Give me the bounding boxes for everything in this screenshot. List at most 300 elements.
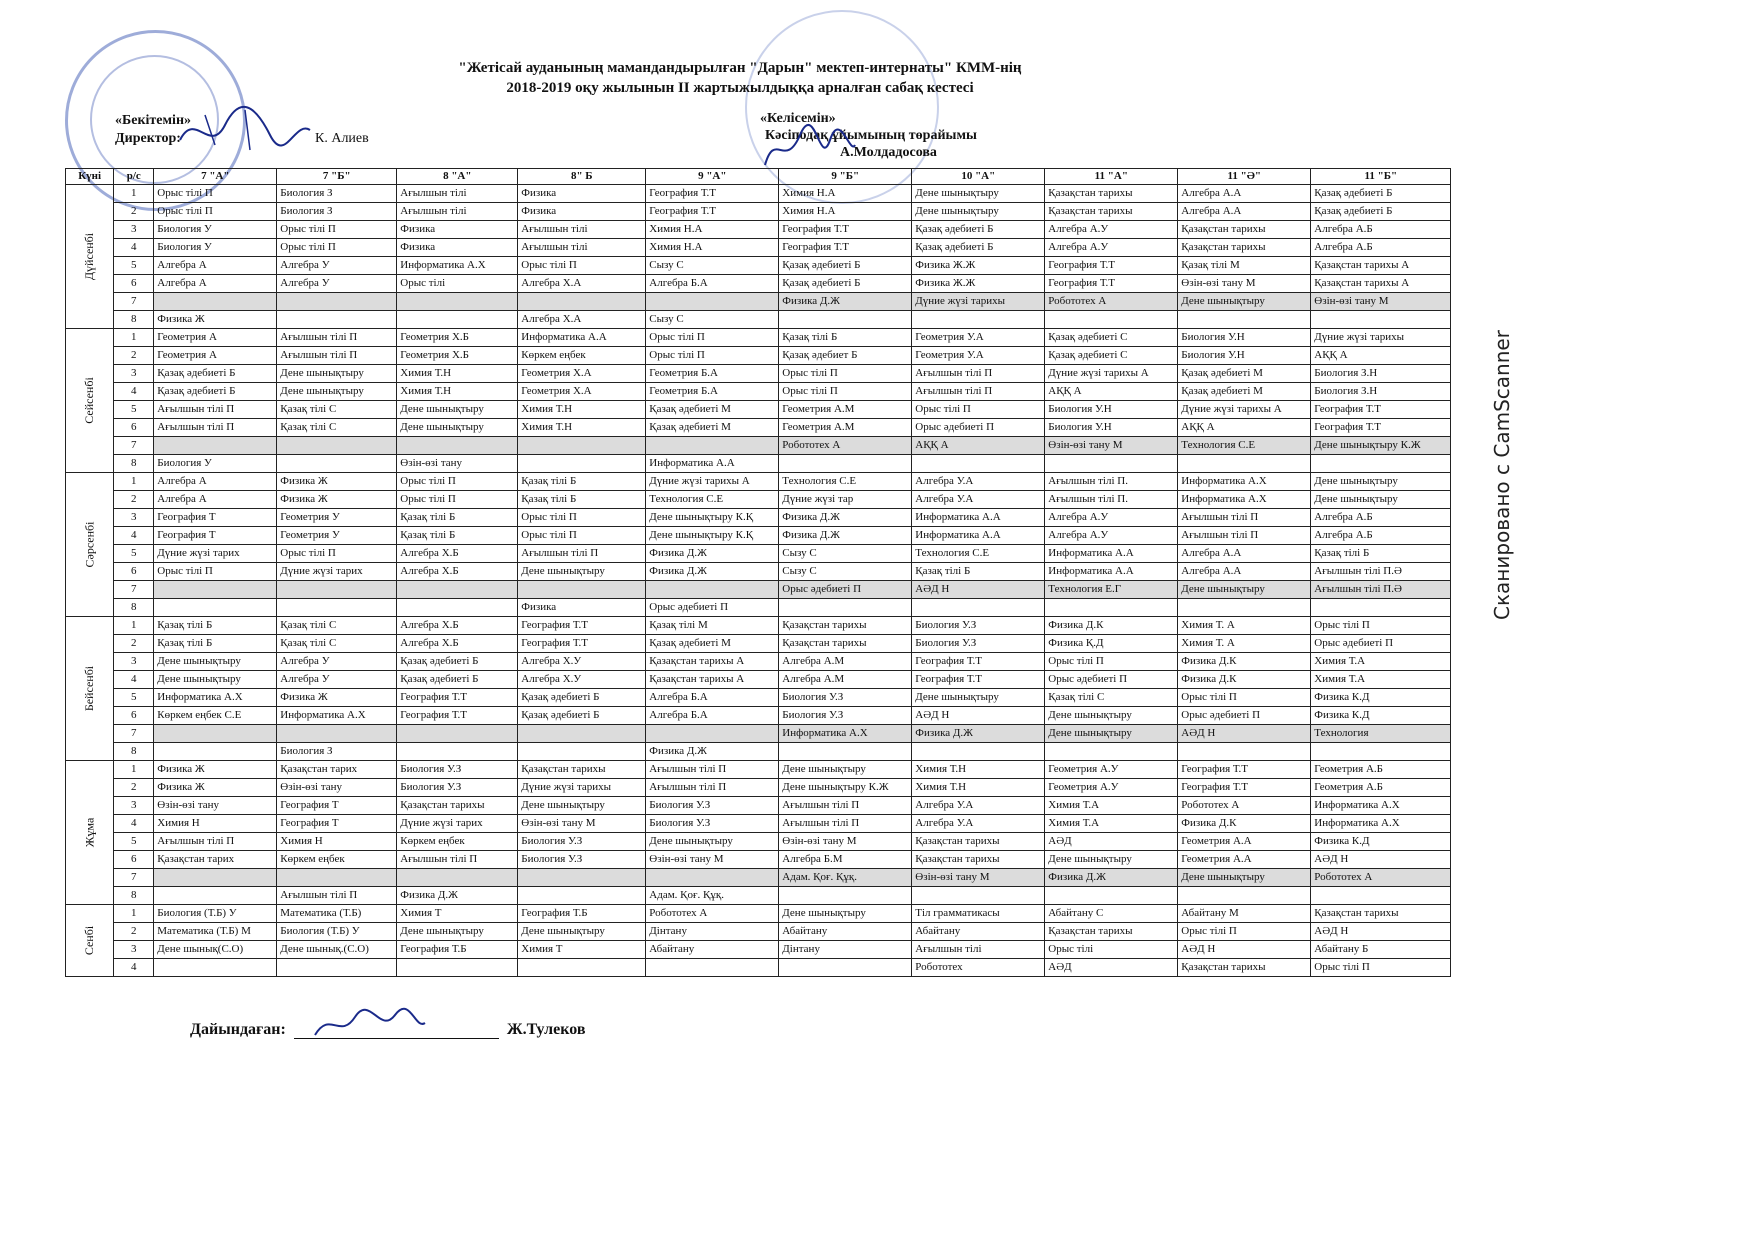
- table-row: [66, 923, 1451, 941]
- lesson-cell: Алгебра Б.А: [646, 707, 779, 725]
- lesson-cell: Орыс тілі П: [779, 365, 912, 383]
- lesson-number: 2: [114, 635, 154, 653]
- table-row: [66, 599, 1451, 617]
- lesson-cell: Геометрия У.А: [912, 329, 1045, 347]
- lesson-cell: Алгебра Х.У: [518, 653, 646, 671]
- lesson-cell: Физика Д.Ж: [779, 527, 912, 545]
- table-header: [66, 169, 1451, 185]
- lesson-cell: Қазақ тілі Б: [154, 635, 277, 653]
- lesson-cell: Орыс тілі П: [1311, 959, 1451, 977]
- lesson-cell: Биология У: [154, 221, 277, 239]
- lesson-cell: Химия Т.А: [1045, 797, 1178, 815]
- lesson-cell: Қазақ тілі С: [1045, 689, 1178, 707]
- lesson-cell: [646, 293, 779, 311]
- lesson-cell: Химия Т.Н: [518, 419, 646, 437]
- lesson-cell: Геометрия Х.Б: [397, 329, 518, 347]
- lesson-cell: Геометрия А.М: [779, 401, 912, 419]
- lesson-cell: Орыс әдебиеті П: [912, 419, 1045, 437]
- lesson-number: 6: [114, 275, 154, 293]
- lesson-cell: Алгебра Х.Б: [397, 545, 518, 563]
- lesson-cell: АӘД Н: [912, 581, 1045, 599]
- lesson-cell: Алгебра А.А: [1178, 185, 1311, 203]
- day-cell: [66, 329, 114, 473]
- lesson-cell: Көркем еңбек: [277, 851, 397, 869]
- lesson-number: 3: [114, 509, 154, 527]
- lesson-cell: Дене шынық(С.О): [154, 941, 277, 959]
- lesson-cell: Көркем еңбек: [397, 833, 518, 851]
- lesson-cell: Қазақ әдебиеті Б: [397, 671, 518, 689]
- lesson-cell: География Т.Т: [1311, 419, 1451, 437]
- lesson-cell: География Т: [277, 797, 397, 815]
- lesson-cell: Физика: [397, 221, 518, 239]
- lesson-cell: Қазақстан тарихы: [912, 851, 1045, 869]
- column-header: р/с: [114, 169, 154, 185]
- lesson-cell: АӘД Н: [1178, 725, 1311, 743]
- lesson-cell: Қазақстан тарихы А: [646, 653, 779, 671]
- lesson-cell: Қазақ әдебиеті Б: [397, 653, 518, 671]
- lesson-cell: Орыс тілі П: [1045, 653, 1178, 671]
- lesson-cell: Ағылшын тілі П: [154, 419, 277, 437]
- lesson-cell: Қазақ әдебиеті С: [1045, 347, 1178, 365]
- table-row: [66, 581, 1451, 599]
- lesson-cell: Дене шынықтыру: [1045, 851, 1178, 869]
- lesson-cell: [518, 581, 646, 599]
- lesson-cell: Ағылшын тілі: [518, 221, 646, 239]
- day-cell: [66, 617, 114, 761]
- lesson-cell: Алгебра Х.Б: [397, 617, 518, 635]
- lesson-cell: [397, 599, 518, 617]
- lesson-cell: Биология У: [154, 455, 277, 473]
- lesson-cell: [646, 437, 779, 455]
- table-row: [66, 203, 1451, 221]
- lesson-cell: Ағылшын тілі П: [277, 347, 397, 365]
- table-row: [66, 725, 1451, 743]
- lesson-cell: [912, 599, 1045, 617]
- lesson-cell: Ағылшын тілі: [518, 239, 646, 257]
- lesson-cell: Алгебра А.Б: [1311, 527, 1451, 545]
- lesson-cell: Қазақ әдебиеті Б: [779, 257, 912, 275]
- lesson-cell: Информатика А.А: [912, 527, 1045, 545]
- lesson-cell: Дене шынықтыру: [397, 401, 518, 419]
- lesson-cell: Дене шынықтыру: [277, 365, 397, 383]
- lesson-cell: Сызу С: [779, 545, 912, 563]
- table-row: [66, 779, 1451, 797]
- lesson-cell: Информатика А.Х: [277, 707, 397, 725]
- lesson-cell: Қазақстан тарихы А: [646, 671, 779, 689]
- lesson-cell: [779, 743, 912, 761]
- lesson-cell: [154, 599, 277, 617]
- lesson-cell: Қазақ әдебиеті Б: [518, 689, 646, 707]
- lesson-cell: Биология У.З: [779, 707, 912, 725]
- lesson-number: 3: [114, 797, 154, 815]
- lesson-cell: Алгебра У.А: [912, 797, 1045, 815]
- union-signature: [760, 120, 860, 175]
- lesson-cell: География Т.Т: [397, 707, 518, 725]
- lesson-cell: Қазақ әдебиеті Б: [1311, 185, 1451, 203]
- lesson-number: 4: [114, 815, 154, 833]
- lesson-cell: Технология: [1311, 725, 1451, 743]
- lesson-cell: [1045, 887, 1178, 905]
- lesson-cell: Алгебра Б.А: [646, 275, 779, 293]
- lesson-cell: Дене шынықтыру: [912, 203, 1045, 221]
- lesson-cell: [1178, 887, 1311, 905]
- lesson-cell: Биология У.Н: [1178, 347, 1311, 365]
- lesson-cell: [397, 869, 518, 887]
- lesson-cell: Орыс тілі П: [277, 239, 397, 257]
- lesson-cell: Биология У.З: [779, 689, 912, 707]
- lesson-cell: Тіл грамматикасы: [912, 905, 1045, 923]
- lesson-cell: Химия Т.А: [1311, 671, 1451, 689]
- day-name: Бейсенбі: [82, 665, 97, 712]
- lesson-cell: Физика Д.Ж: [779, 509, 912, 527]
- lesson-cell: Геометрия Х.А: [518, 365, 646, 383]
- lesson-cell: Алгебра У: [277, 671, 397, 689]
- lesson-cell: Физика Ж.Ж: [912, 257, 1045, 275]
- lesson-cell: География Т: [277, 815, 397, 833]
- lesson-cell: АӘД: [1045, 959, 1178, 977]
- lesson-cell: Химия Т.А: [1045, 815, 1178, 833]
- lesson-number: 2: [114, 491, 154, 509]
- lesson-cell: Қазақстан тарихы: [397, 797, 518, 815]
- day-name: Сенбі: [82, 925, 97, 956]
- lesson-cell: Алгебра У.А: [912, 491, 1045, 509]
- table-body: [66, 185, 1451, 977]
- lesson-cell: Химия Т. А: [1178, 635, 1311, 653]
- lesson-cell: [646, 581, 779, 599]
- lesson-cell: [397, 959, 518, 977]
- lesson-cell: Қазақстан тарихы: [1178, 959, 1311, 977]
- lesson-cell: Химия Т.Н: [912, 779, 1045, 797]
- lesson-cell: Информатика А.Х: [1311, 797, 1451, 815]
- lesson-cell: Алгебра Х.А: [518, 275, 646, 293]
- lesson-cell: Дүние жүзі тарихы А: [1045, 365, 1178, 383]
- lesson-cell: Қазақ әдебиеті М: [646, 635, 779, 653]
- table-row: [66, 365, 1451, 383]
- lesson-number: 2: [114, 779, 154, 797]
- lesson-cell: Дене шынықтыру: [154, 671, 277, 689]
- lesson-cell: Қазақ әдебиеті Б: [154, 365, 277, 383]
- lesson-cell: [397, 311, 518, 329]
- lesson-cell: Алгебра А.М: [779, 671, 912, 689]
- lesson-number: 7: [114, 869, 154, 887]
- lesson-cell: [1311, 887, 1451, 905]
- lesson-cell: Физика Ж: [154, 311, 277, 329]
- lesson-cell: Информатика А.Х: [1311, 815, 1451, 833]
- table-row: [66, 617, 1451, 635]
- lesson-number: 4: [114, 959, 154, 977]
- day-name: Жұма: [82, 817, 97, 848]
- table-row: [66, 707, 1451, 725]
- lesson-cell: Дене шынықтыру: [518, 923, 646, 941]
- lesson-cell: Дене шынықтыру К.Қ: [646, 527, 779, 545]
- scanner-watermark: Сканировано с CamScanner: [1490, 330, 1514, 620]
- lesson-cell: АҚҚ А: [1311, 347, 1451, 365]
- lesson-cell: Химия Т.Н: [912, 761, 1045, 779]
- table-row: [66, 185, 1451, 203]
- lesson-cell: [646, 725, 779, 743]
- lesson-cell: Физика Ж: [154, 761, 277, 779]
- table-row: [66, 329, 1451, 347]
- lesson-cell: [277, 725, 397, 743]
- lesson-cell: Алгебра А: [154, 473, 277, 491]
- lesson-cell: Ағылшын тілі П: [154, 833, 277, 851]
- lesson-cell: Сызу С: [646, 311, 779, 329]
- union-role: Кәсіподақ ұйымының төрайымы: [765, 128, 977, 143]
- lesson-cell: [779, 887, 912, 905]
- lesson-cell: Ағылшын тілі П: [912, 365, 1045, 383]
- lesson-cell: [154, 869, 277, 887]
- lesson-cell: [277, 311, 397, 329]
- lesson-cell: Дене шынықтыру: [779, 761, 912, 779]
- lesson-cell: Қазақ тілі С: [277, 401, 397, 419]
- lesson-cell: [912, 743, 1045, 761]
- table-row: [66, 815, 1451, 833]
- lesson-cell: Орыс әдебиеті П: [1311, 635, 1451, 653]
- lesson-number: 3: [114, 653, 154, 671]
- lesson-cell: [518, 293, 646, 311]
- table-row: [66, 455, 1451, 473]
- lesson-cell: Дене шынықтыру: [1045, 725, 1178, 743]
- lesson-cell: Геометрия А.Б: [1311, 761, 1451, 779]
- day-name: Сейсенбі: [82, 377, 97, 424]
- lesson-number: 1: [114, 473, 154, 491]
- lesson-cell: География Т.Т: [397, 689, 518, 707]
- lesson-cell: Робототех А: [1045, 293, 1178, 311]
- table-row: [66, 509, 1451, 527]
- lesson-cell: Қазақстан тарихы А: [1311, 275, 1451, 293]
- lesson-cell: Қазақ тілі С: [277, 419, 397, 437]
- lesson-cell: Ағылшын тілі П: [397, 851, 518, 869]
- lesson-cell: Дене шынықтыру: [912, 185, 1045, 203]
- lesson-cell: Математика (Т.Б): [277, 905, 397, 923]
- lesson-cell: Қазақстан тарих: [154, 851, 277, 869]
- lesson-cell: Ағылшын тілі П: [646, 761, 779, 779]
- column-header: 7 "А": [154, 169, 277, 185]
- lesson-cell: Дүние жүзі тарихы: [1311, 329, 1451, 347]
- lesson-cell: Қазақстан тарихы: [912, 833, 1045, 851]
- lesson-cell: Дүние жүзі тарихы А: [1178, 401, 1311, 419]
- lesson-cell: Физика Ж.Ж: [912, 275, 1045, 293]
- lesson-cell: Химия Т.Н: [397, 365, 518, 383]
- column-header: 9 "А": [646, 169, 779, 185]
- lesson-cell: Биология У.З: [912, 617, 1045, 635]
- lesson-number: 3: [114, 365, 154, 383]
- lesson-number: 4: [114, 527, 154, 545]
- table-row: [66, 545, 1451, 563]
- lesson-cell: Робототех А: [1178, 797, 1311, 815]
- lesson-number: 3: [114, 941, 154, 959]
- day-name: Дүйсенбі: [82, 232, 97, 281]
- lesson-cell: Технология С.Е: [646, 491, 779, 509]
- lesson-cell: Химия Т. А: [1178, 617, 1311, 635]
- lesson-cell: АҚҚ А: [912, 437, 1045, 455]
- lesson-cell: География Т: [154, 509, 277, 527]
- lesson-cell: Ағылшын тілі П.: [1045, 491, 1178, 509]
- table-row: [66, 293, 1451, 311]
- lesson-cell: Алгебра У: [277, 257, 397, 275]
- lesson-cell: Физика: [518, 599, 646, 617]
- lesson-cell: [154, 743, 277, 761]
- lesson-cell: Ағылшын тілі П: [912, 383, 1045, 401]
- lesson-cell: Физика Д.Ж: [397, 887, 518, 905]
- lesson-cell: Биология У.З: [397, 779, 518, 797]
- lesson-cell: Физика: [518, 185, 646, 203]
- lesson-cell: [277, 293, 397, 311]
- lesson-cell: Физика Д.К: [1045, 617, 1178, 635]
- lesson-cell: Қазақ әдебиеті Б: [154, 383, 277, 401]
- lesson-cell: Биология З: [277, 185, 397, 203]
- lesson-cell: Қазақ тілі Б: [1311, 545, 1451, 563]
- lesson-cell: Геометрия У.А: [912, 347, 1045, 365]
- lesson-cell: География Т.Б: [397, 941, 518, 959]
- lesson-cell: Алгебра А: [154, 491, 277, 509]
- lesson-cell: Геометрия А.У: [1045, 779, 1178, 797]
- lesson-cell: Өзін-өзі тану М: [912, 869, 1045, 887]
- column-header: Күні: [66, 169, 114, 185]
- lesson-cell: [1311, 311, 1451, 329]
- table-row: [66, 563, 1451, 581]
- lesson-cell: Дене шынықтыру: [518, 563, 646, 581]
- lesson-cell: Биология У.З: [646, 797, 779, 815]
- lesson-number: 7: [114, 581, 154, 599]
- lesson-cell: Абайтану: [646, 941, 779, 959]
- lesson-number: 1: [114, 761, 154, 779]
- lesson-cell: Орыс тілі П: [154, 563, 277, 581]
- lesson-cell: [912, 311, 1045, 329]
- lesson-cell: Қазақ әдебиеті М: [646, 419, 779, 437]
- lesson-cell: АӘД Н: [1311, 923, 1451, 941]
- lesson-cell: Физика: [518, 203, 646, 221]
- lesson-cell: Дене шынықтыру: [1178, 293, 1311, 311]
- lesson-number: 1: [114, 329, 154, 347]
- lesson-cell: АӘД Н: [1178, 941, 1311, 959]
- lesson-cell: Алгебра У.А: [912, 473, 1045, 491]
- lesson-cell: Орыс тілі П: [1311, 617, 1451, 635]
- lesson-cell: Қазақ тілі С: [277, 617, 397, 635]
- lesson-cell: Дене шынықтыру: [154, 653, 277, 671]
- lesson-cell: Физика Д.Ж: [779, 293, 912, 311]
- lesson-cell: Адам. Қоғ. Құқ.: [646, 887, 779, 905]
- lesson-cell: Алгебра А.У: [1045, 509, 1178, 527]
- lesson-number: 4: [114, 239, 154, 257]
- lesson-cell: [518, 725, 646, 743]
- lesson-cell: Геометрия А.А: [1178, 833, 1311, 851]
- lesson-cell: Информатика А.А: [1045, 563, 1178, 581]
- lesson-cell: Дене шынықтыру: [1178, 869, 1311, 887]
- lesson-cell: Дене шынықтыру: [397, 419, 518, 437]
- lesson-cell: Физика Д.Ж: [646, 563, 779, 581]
- table-row: [66, 527, 1451, 545]
- lesson-number: 8: [114, 455, 154, 473]
- approval-label: «Бекітемін»: [115, 113, 192, 128]
- lesson-cell: Қазақ әдебиеті Б: [779, 275, 912, 293]
- lesson-cell: Сызу С: [646, 257, 779, 275]
- lesson-cell: Дінтану: [779, 941, 912, 959]
- lesson-cell: Қазақ әдебиеті С: [1045, 329, 1178, 347]
- lesson-cell: Физика Қ.Д: [1045, 635, 1178, 653]
- lesson-cell: Ағылшын тілі: [397, 185, 518, 203]
- lesson-cell: Ағылшын тілі П: [154, 401, 277, 419]
- lesson-cell: [1045, 743, 1178, 761]
- lesson-cell: Алгебра У.А: [912, 815, 1045, 833]
- lesson-cell: Робототех А: [1311, 869, 1451, 887]
- lesson-cell: Орыс тілі П: [397, 473, 518, 491]
- prepared-by-name: Ж.Тулеков: [506, 1021, 586, 1038]
- table-row: [66, 473, 1451, 491]
- column-header: 8 "А": [397, 169, 518, 185]
- agreement-label: «Келісемін»: [760, 111, 836, 126]
- lesson-cell: Дүние жүзі тарих: [154, 545, 277, 563]
- table-row: [66, 491, 1451, 509]
- table-row: [66, 239, 1451, 257]
- lesson-cell: Алгебра А: [154, 275, 277, 293]
- lesson-cell: [779, 599, 912, 617]
- lesson-cell: [397, 293, 518, 311]
- lesson-cell: Алгебра А.А: [1178, 563, 1311, 581]
- lesson-cell: Ағылшын тілі П: [1178, 527, 1311, 545]
- lesson-cell: Ағылшын тілі П.Ә: [1311, 581, 1451, 599]
- lesson-cell: Химия Н: [277, 833, 397, 851]
- lesson-number: 6: [114, 419, 154, 437]
- lesson-number: 8: [114, 743, 154, 761]
- lesson-cell: Биология З.Н: [1311, 365, 1451, 383]
- lesson-cell: Қазақ әдебиеті М: [646, 401, 779, 419]
- lesson-cell: Алгебра Х.Б: [397, 563, 518, 581]
- lesson-cell: [1045, 599, 1178, 617]
- table-row: [66, 257, 1451, 275]
- column-header: 11 "Б": [1311, 169, 1451, 185]
- lesson-cell: [518, 437, 646, 455]
- lesson-cell: Орыс тілі П: [1178, 689, 1311, 707]
- lesson-cell: [518, 455, 646, 473]
- lesson-cell: Қазақ тілі Б: [518, 491, 646, 509]
- lesson-cell: Химия Т: [397, 905, 518, 923]
- column-header: 10 "А": [912, 169, 1045, 185]
- lesson-cell: Өзін-өзі тану М: [1178, 275, 1311, 293]
- lesson-cell: Қазақ тілі М: [1178, 257, 1311, 275]
- lesson-cell: [397, 437, 518, 455]
- lesson-number: 3: [114, 221, 154, 239]
- lesson-cell: Информатика А.А: [1045, 545, 1178, 563]
- lesson-cell: Қазақ тілі М: [646, 617, 779, 635]
- lesson-cell: Алгебра А.М: [779, 653, 912, 671]
- table-row: [66, 275, 1451, 293]
- lesson-cell: Қазақ әдебиеті М: [1178, 365, 1311, 383]
- lesson-cell: [1311, 743, 1451, 761]
- lesson-cell: Дене шынықтыру: [779, 905, 912, 923]
- lesson-cell: Орыс тілі П: [518, 509, 646, 527]
- lesson-cell: Ағылшын тілі П.: [1045, 473, 1178, 491]
- lesson-cell: Физика: [397, 239, 518, 257]
- lesson-cell: Биология У.З: [397, 761, 518, 779]
- lesson-cell: Орыс әдебиеті П: [1045, 671, 1178, 689]
- lesson-cell: Абайтану: [912, 923, 1045, 941]
- lesson-cell: Ағылшын тілі П: [518, 545, 646, 563]
- lesson-cell: Технология С.Е: [912, 545, 1045, 563]
- document-title: [380, 58, 1100, 98]
- lesson-number: 6: [114, 707, 154, 725]
- lesson-number: 7: [114, 437, 154, 455]
- lesson-cell: Ағылшын тілі: [912, 941, 1045, 959]
- lesson-cell: Дүние жүзі тар: [779, 491, 912, 509]
- lesson-cell: Дене шынықтыру: [1311, 491, 1451, 509]
- lesson-cell: География Т.Т: [779, 221, 912, 239]
- lesson-cell: Химия Н.А: [779, 185, 912, 203]
- lesson-cell: Физика Ж: [277, 473, 397, 491]
- lesson-cell: [1045, 311, 1178, 329]
- lesson-cell: Биология З: [277, 203, 397, 221]
- lesson-cell: Дене шынықтыру: [518, 797, 646, 815]
